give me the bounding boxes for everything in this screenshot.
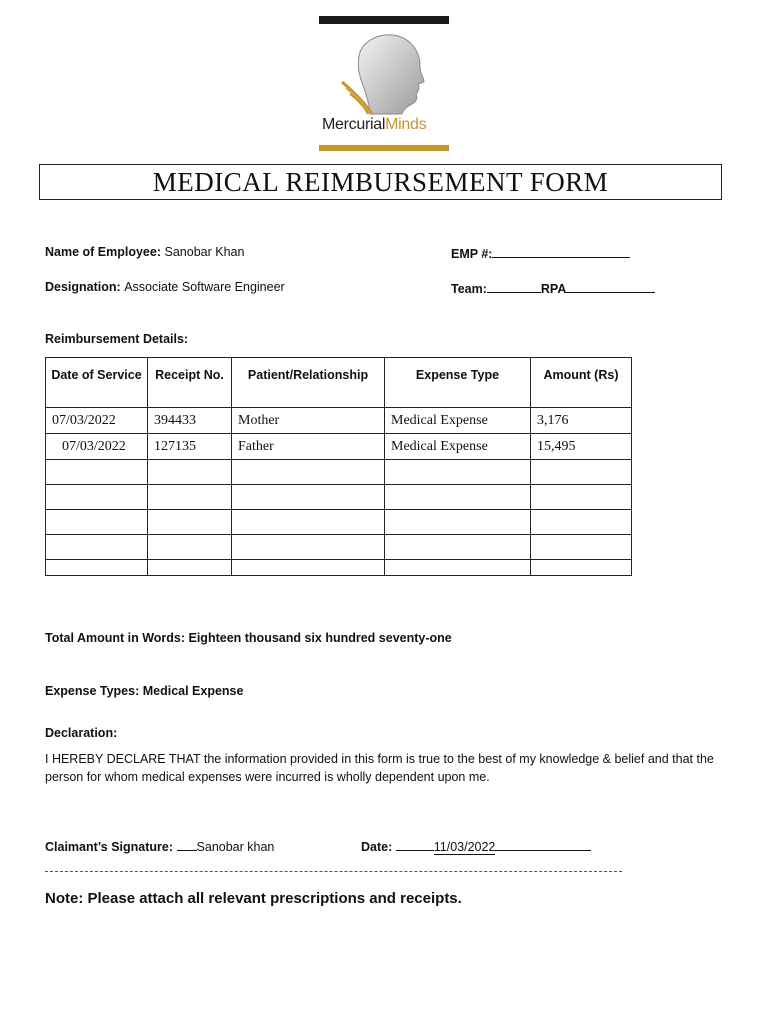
declaration-heading: Declaration: [45, 726, 118, 740]
employee-name-row [45, 245, 244, 259]
table-row [46, 434, 632, 460]
logo-gold-bar [319, 145, 449, 151]
date-row [361, 838, 591, 854]
signature-label: Claimant’s Signature: [45, 840, 174, 854]
cell-receipt: 394433 [148, 408, 232, 434]
reimbursement-table [45, 357, 632, 576]
cell-amount: 15,495 [531, 434, 632, 460]
cell-patient: Mother [232, 408, 385, 434]
expense-types-line: Expense Types: Medical Expense [45, 684, 244, 698]
employee-name-value: Sanobar Khan [164, 245, 245, 259]
team-value: RPA [540, 282, 567, 296]
cell-amount: 3,176 [531, 408, 632, 434]
total-amount-words: Total Amount in Words: Eighteen thousand six hundred seventy-one [45, 631, 452, 645]
header-patient-relationship: Patient/Relationship [232, 358, 385, 408]
employee-name-label: Name of Employee: [45, 245, 162, 259]
brand-name [322, 116, 450, 134]
reimbursement-heading: Reimbursement Details: [45, 332, 189, 346]
table-row-empty [46, 535, 632, 560]
table-row-empty [46, 560, 632, 576]
cell-receipt: 127135 [148, 434, 232, 460]
date-value: 11/03/2022 [433, 840, 496, 854]
designation-label: Designation: [45, 280, 121, 294]
team-label: Team: [451, 282, 487, 296]
emp-number-label: EMP #: [451, 247, 493, 261]
signature-row [45, 838, 274, 854]
cell-patient: Father [232, 434, 385, 460]
cell-expense-type: Medical Expense [385, 434, 531, 460]
cell-date: 07/03/2022 [46, 408, 148, 434]
header-amount: Amount (Rs) [531, 358, 632, 408]
header-receipt-no: Receipt No. [148, 358, 232, 408]
table-row-empty [46, 510, 632, 535]
logo-top-bar [319, 16, 449, 24]
table-header-row [46, 358, 632, 408]
table-row [46, 408, 632, 434]
declaration-text: I HEREBY DECLARE THAT the information provided in this form is true to the best of my knowledge & belief and that the person for whom medical expenses were incurred is wholly dependent upon me. [45, 752, 714, 784]
designation-row [45, 280, 285, 294]
table-row-empty [46, 460, 632, 485]
form-title-box [39, 164, 722, 200]
emp-number-blank [492, 245, 630, 258]
cell-expense-type: Medical Expense [385, 408, 531, 434]
header-date-of-service: Date of Service [46, 358, 148, 408]
signature-value: Sanobar khan [196, 840, 275, 854]
cell-date: 07/03/2022 [46, 434, 148, 460]
brand-name-part1: Mercurial [322, 116, 386, 133]
emp-number-row [451, 245, 630, 261]
form-title: MEDICAL REIMBURSEMENT FORM [152, 166, 609, 197]
brand-name-part2: Minds [385, 116, 427, 133]
table-row-empty [46, 485, 632, 510]
designation-value: Associate Software Engineer [124, 280, 285, 294]
note-text: Note: Please attach all relevant prescriptions and receipts. [45, 890, 462, 907]
divider [45, 871, 622, 872]
header-expense-type: Expense Type [385, 358, 531, 408]
team-row [451, 280, 655, 296]
date-label: Date: [361, 840, 393, 854]
